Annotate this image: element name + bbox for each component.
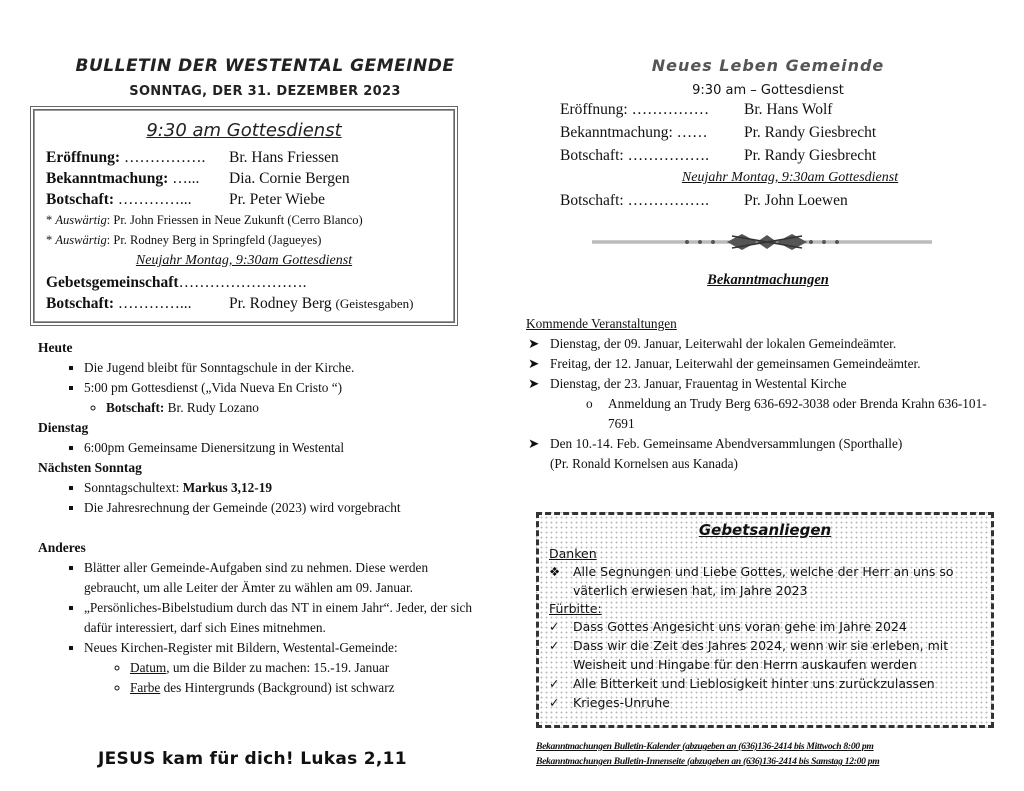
right-page — [512, 0, 1024, 791]
sub-text: des Hintergrunds (Background) ist schwarz — [160, 680, 395, 695]
row-value: Dia. Cornie Bergen — [229, 170, 350, 187]
naechster-heading: Nächsten Sonntag — [38, 460, 142, 475]
list-item-text: 5:00 pm Gottesdienst („Vida Nueva En Cristo “) — [84, 380, 343, 395]
dienstag-heading: Dienstag — [38, 420, 89, 435]
sub-value: Br. Rudy Lozano — [164, 400, 259, 415]
row-label: Botschaft: — [46, 295, 115, 312]
list-item — [526, 334, 1016, 354]
service-row — [560, 189, 980, 212]
list-item — [526, 434, 1016, 474]
danken-heading: Danken — [549, 546, 597, 561]
sub-underline: Datum — [130, 660, 167, 675]
list-item-text: Freitag, der 12. Januar, Leiterwahl der gemeinsamen Gemeindeämter. — [550, 356, 921, 371]
diamond-bullet-icon: ❖ — [549, 564, 561, 579]
row-value: Br. Hans Wolf — [744, 101, 833, 118]
list-item-text: Dienstag, der 23. Januar, Frauentag in Westental Kirche — [550, 376, 847, 391]
botschaft-row — [46, 293, 442, 314]
list-item-line: (Pr. Ronald Kornelsen aus Kanada) — [550, 456, 738, 471]
row-dots: ……………. — [623, 192, 709, 209]
check-icon: ✓ — [549, 619, 560, 634]
anderes-heading: Anderes — [38, 540, 86, 555]
arrow-icon: ➤ — [528, 356, 540, 371]
row-dots: …………... — [114, 191, 192, 208]
note-italic: Auswärtig — [55, 233, 107, 247]
row-label: Eröffnung: — [46, 149, 121, 166]
list-item — [549, 674, 981, 693]
list-item-text: Dienstag, der 09. Januar, Leiterwahl der lokalen Gemeindeämter. — [550, 336, 897, 351]
fuerbitte-heading: Fürbitte: — [549, 601, 602, 616]
row-label: Botschaft: — [560, 192, 624, 209]
bulletin-title: BULLETIN DER WESTENTAL GEMEINDE — [75, 56, 455, 76]
sub-label: Botschaft: — [106, 400, 165, 415]
service-row — [46, 189, 442, 210]
note-prefix: * — [46, 233, 56, 247]
service-box — [30, 106, 458, 326]
footer-note: Bekanntmachungen Bulletin-Innenseite (abzugeben an (636)136-2414 bis Samstag 12:00 pm — [536, 756, 880, 767]
list-item-text: Neues Kirchen-Register mit Bildern, Westental-Gemeinde: — [84, 640, 398, 655]
kommende-section — [526, 314, 1016, 474]
gebet-title: Gebetsanliegen — [698, 521, 832, 539]
service-row — [46, 168, 442, 189]
away-note — [46, 230, 442, 250]
note-prefix: * — [46, 213, 56, 227]
heute-heading: Heute — [38, 340, 73, 355]
row-value: Br. Hans Friessen — [229, 149, 339, 166]
sub-item — [130, 678, 478, 698]
check-icon: ✓ — [549, 695, 560, 710]
list-item-text: Krieges-Unruhe — [573, 695, 670, 710]
service-row — [560, 121, 980, 144]
row-label: Bekanntmachung: — [560, 124, 673, 141]
neues-leben-title: Neues Leben Gemeinde — [651, 56, 885, 75]
gebetsanliegen-box — [536, 512, 994, 728]
list-item-text: Dass Gottes Angesicht uns voran gehe im Jahre 2024 — [573, 619, 907, 634]
list-item — [549, 693, 981, 712]
list-item: ▪ Blätter aller Gemeinde-Aufgaben sind zu nehmen. Diese werden gebraucht, um alle Leiter der Ämter zu wählen am 09. Januar. — [84, 558, 478, 598]
ornament-divider — [592, 230, 932, 254]
row-value: Pr. Peter Wiebe — [229, 191, 325, 208]
bible-ref: Markus 3,12-19 — [182, 480, 273, 495]
list-item — [549, 636, 981, 674]
list-item: ▪ „Persönliches-Bibelstudium durch das NT in einem Jahr“. Jeder, der sich dafür interessiert, darf sich Eines mitnehmen. — [84, 598, 478, 638]
list-item — [549, 617, 981, 636]
sub-item — [130, 658, 478, 678]
footer-note: Bekanntmachungen Bulletin-Kalender (abzugeben an (636)136-2414 bis Mittwoch 8:00 pm — [536, 741, 874, 752]
row-label: Gebetsgemeinschaft — [46, 274, 179, 291]
list-item-text — [550, 434, 902, 474]
jesus-verse: JESUS kam für dich! Lukas 2,11 — [98, 749, 407, 769]
list-item — [84, 378, 478, 418]
list-item-line: Den 10.-14. Feb. Gemeinsame Abendversammlungen (Sporthalle) — [550, 436, 903, 451]
note-text: : Pr. Rodney Berg in Springfeld (Jagueyes) — [106, 233, 322, 247]
sub-item — [106, 398, 478, 418]
heute-section — [38, 338, 478, 698]
away-note — [46, 210, 442, 230]
list-item: ▪ 6:00pm Gemeinsame Dienersitzung in Westental — [84, 438, 478, 458]
row-value: Pr. Randy Giesbrecht — [744, 124, 877, 141]
row-dots: ……………. — [623, 147, 709, 164]
row-value: Pr. Randy Giesbrecht — [744, 147, 877, 164]
note-text: : Pr. John Friessen in Neue Zukunft (Cerro Blanco) — [106, 213, 363, 227]
neues-leben-subtitle: 9:30 am – Gottesdienst — [692, 83, 844, 98]
service-row — [560, 144, 980, 167]
row-dots: …………... — [114, 295, 192, 312]
list-item — [526, 374, 1016, 394]
list-item — [549, 562, 981, 600]
kommende-heading: Kommende Veranstaltungen — [526, 316, 677, 331]
gebets-row — [46, 272, 442, 293]
sub-text: , um die Bilder zu machen: 15.-19. Januar — [166, 660, 390, 675]
sub-underline: Farbe — [130, 680, 161, 695]
list-item — [526, 354, 1016, 374]
list-item-text: Alle Segnungen und Liebe Gottes, welche der Herr an uns so väterlich erwiesen hat, im Jahre 2023 — [573, 564, 954, 598]
list-item: ▪ Die Jugend bleibt für Sonntagschule in der Kirche. — [84, 358, 478, 378]
bulletin-date: SONNTAG, DER 31. DEZEMBER 2023 — [129, 84, 401, 99]
check-icon: ✓ — [549, 638, 560, 653]
row-dots: …… — [672, 124, 708, 141]
row-dots: ……………………. — [178, 274, 307, 291]
circle-bullet-icon: o — [586, 396, 593, 411]
service-row — [46, 147, 442, 168]
note-italic: Auswärtig — [55, 213, 107, 227]
row-dots: …………… — [627, 101, 710, 118]
row-label: Botschaft: — [46, 191, 115, 208]
row-label: Eröffnung: — [560, 101, 628, 118]
row-paren: (Geistesgaben) — [335, 296, 414, 311]
row-label: Bekanntmachung: — [46, 170, 169, 187]
service-title: 9:30 am Gottesdienst — [146, 120, 342, 141]
service-row — [560, 98, 980, 121]
arrow-icon: ➤ — [528, 336, 540, 351]
row-dots: ……………. — [120, 149, 206, 166]
row-value: Pr. Rodney Berg — [229, 295, 332, 312]
list-item — [84, 638, 478, 698]
arrow-icon: ➤ — [528, 376, 540, 391]
bekanntmachungen-title: Bekanntmachungen — [707, 272, 829, 288]
list-item: ▪ Die Jahresrechnung der Gemeinde (2023) wird vorgebracht — [84, 498, 478, 518]
row-dots: …... — [168, 170, 200, 187]
row-label: Botschaft: — [560, 147, 624, 164]
list-item-text: Dass wir die Zeit des Jahres 2024, wenn wir sie erleben, mit Weisheit und Hingabe für den Herrn auskaufen werden — [573, 638, 949, 672]
neues-leben-rows — [560, 98, 980, 212]
sub-item — [526, 394, 1016, 434]
list-item-text: Sonntagschultext: — [84, 480, 183, 495]
neujahr-heading: Neujahr Montag, 9:30am Gottesdienst — [681, 170, 899, 185]
row-value: Pr. John Loewen — [744, 192, 848, 209]
arrow-icon: ➤ — [528, 436, 540, 451]
neujahr-heading: Neujahr Montag, 9:30am Gottesdienst — [135, 253, 353, 268]
list-item — [84, 478, 478, 498]
list-item-text: Alle Bitterkeit und Lieblosigkeit hinter uns zurückzulassen — [573, 676, 935, 691]
sub-text: Anmeldung an Trudy Berg 636-692-3038 oder Brenda Krahn 636-101-7691 — [608, 396, 987, 431]
check-icon: ✓ — [549, 676, 560, 691]
